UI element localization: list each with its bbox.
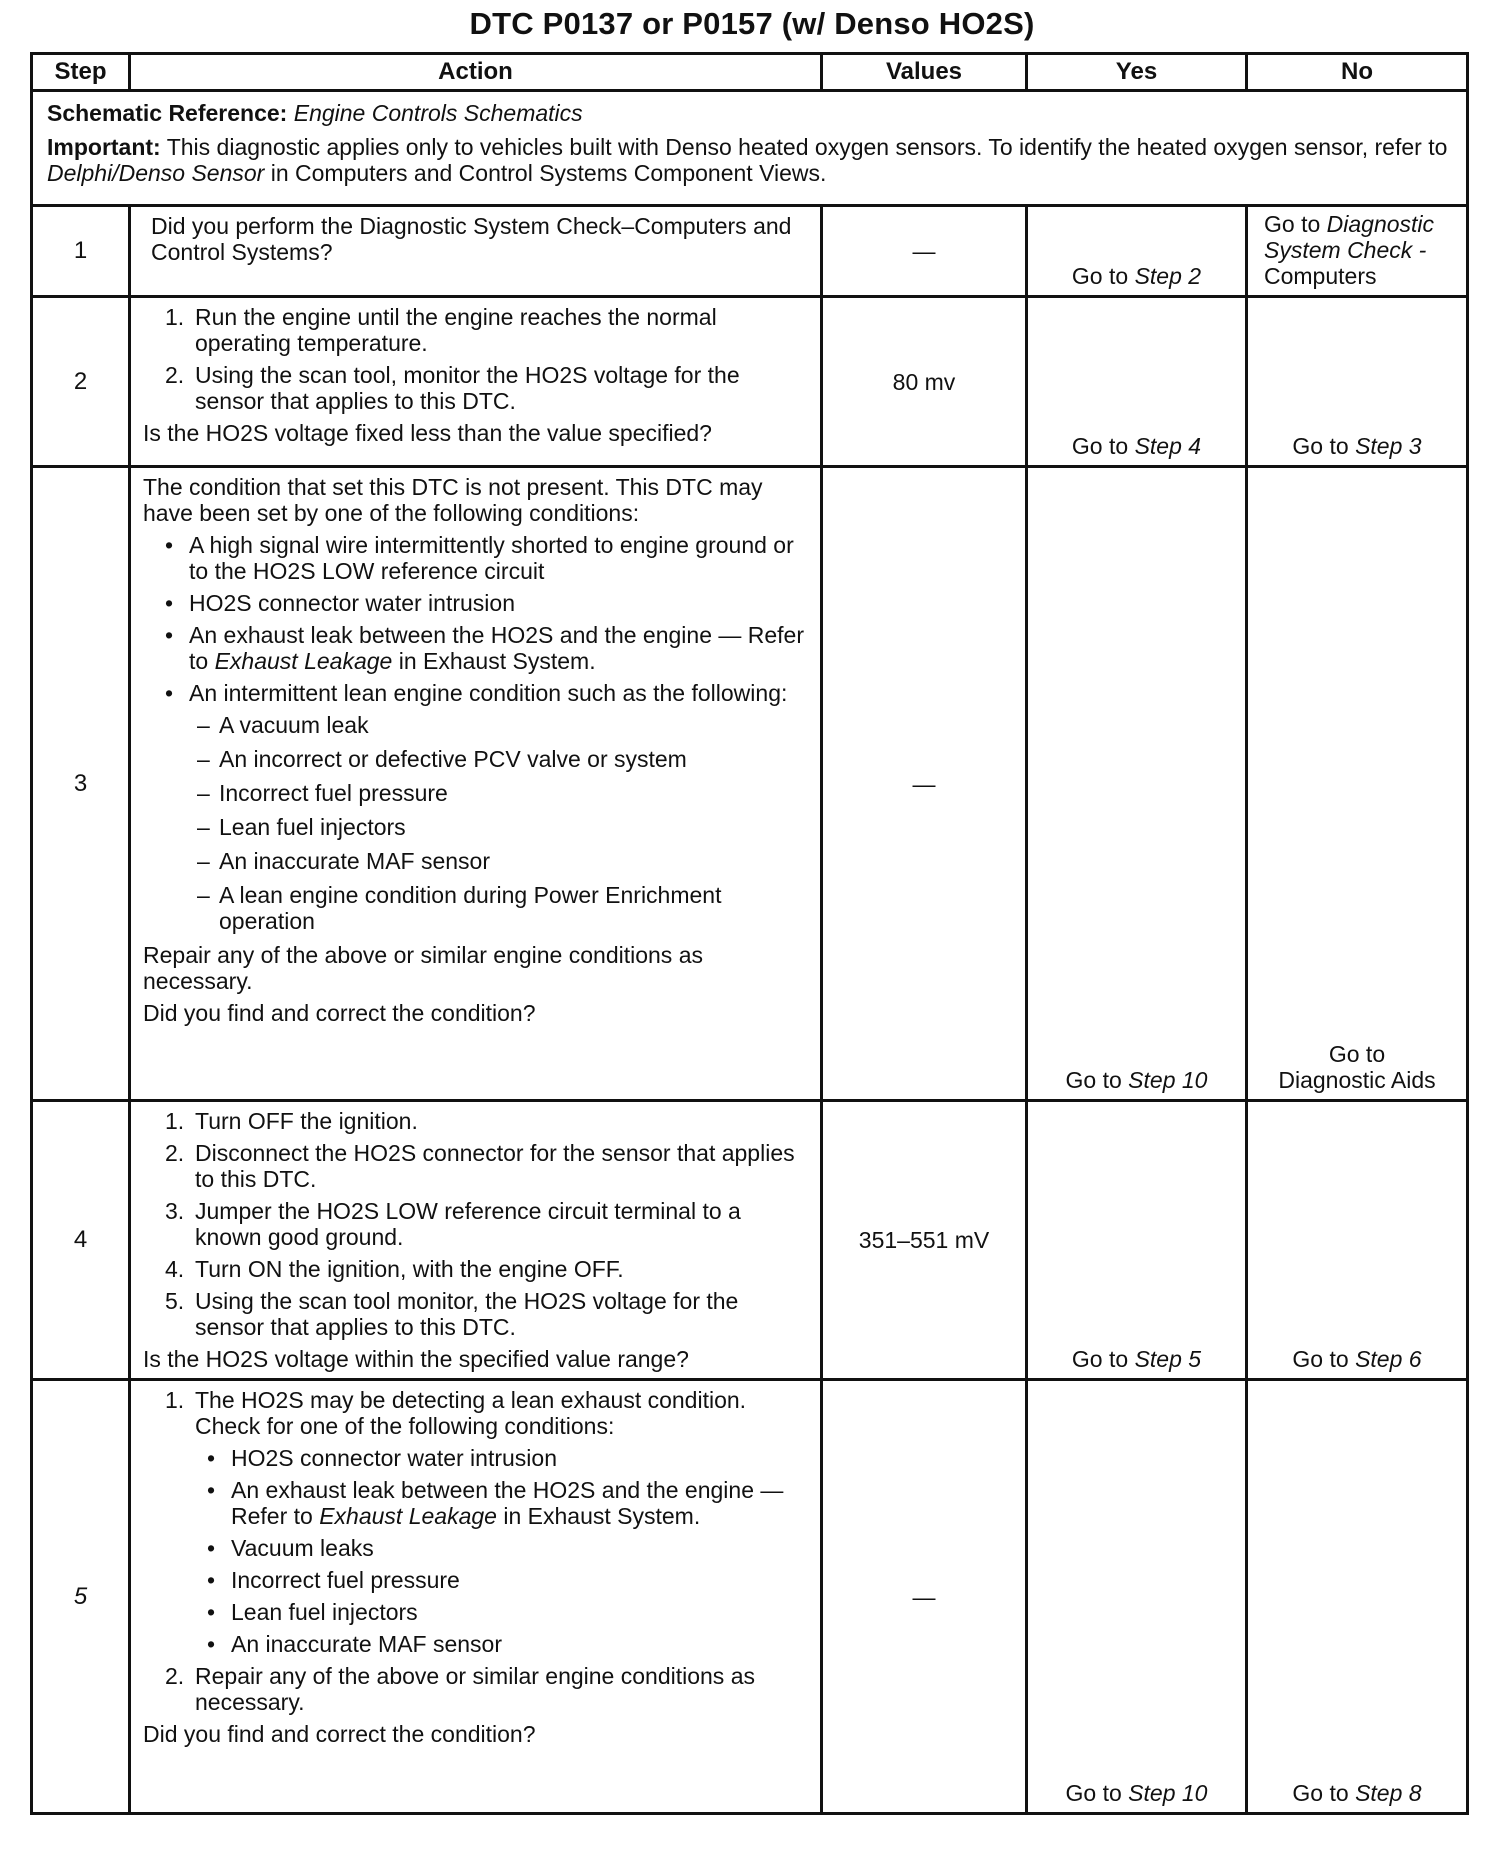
dash-item: [197, 712, 808, 738]
yes-prefix: Go to: [1071, 433, 1129, 459]
numbered-item: [165, 1108, 808, 1134]
step-yes[interactable]: [1027, 467, 1247, 1101]
step-value: —: [822, 1380, 1027, 1814]
no-text: Go to Diagnostic Aids: [1278, 1041, 1436, 1093]
no-ref-link[interactable]: Step 6: [1355, 1346, 1422, 1372]
yes-ref-link[interactable]: Step 4: [1134, 433, 1202, 459]
bullet-text: An inaccurate MAF sensor: [231, 1631, 503, 1657]
bullet-text-suffix: in Exhaust System.: [398, 648, 596, 674]
item-number: 3.: [165, 1198, 185, 1224]
bullet-icon: •: [207, 1631, 216, 1657]
bullet-icon: •: [207, 1567, 216, 1593]
dash-text: An incorrect or defective PCV valve or system: [219, 746, 687, 772]
item-text: Disconnect the HO2S connector for the sensor that applies to this DTC.: [195, 1140, 795, 1192]
yes-ref-link[interactable]: Step 2: [1134, 263, 1202, 289]
bullet-text: A high signal wire intermittently shorted to engine ground or to the HO2S LOW reference circuit: [189, 532, 794, 584]
dash-text: An inaccurate MAF sensor: [219, 848, 491, 874]
numbered-item: [165, 1256, 808, 1282]
bullet-text: [189, 622, 808, 674]
table-row-step-3: [32, 467, 1468, 1101]
important-ref-link[interactable]: Delphi/Denso Sensor: [47, 160, 265, 186]
step-number-text: 5: [73, 1582, 88, 1610]
bullet-item: [165, 590, 808, 616]
bullet-item: [165, 680, 808, 706]
no-prefix: Go to: [1292, 1780, 1349, 1806]
item-number: 1.: [165, 304, 185, 330]
exhaust-leakage-link[interactable]: Exhaust Leakage: [319, 1503, 497, 1529]
header-values: Values: [822, 54, 1027, 91]
header-yes: Yes: [1027, 54, 1247, 91]
page-title: DTC P0137 or P0157 (w/ Denso HO2S): [469, 6, 1035, 41]
step-no[interactable]: [1247, 206, 1468, 297]
no-ref-link[interactable]: Step 8: [1355, 1780, 1422, 1806]
numbered-item: [165, 1288, 808, 1340]
item-text: Jumper the HO2S LOW reference circuit terminal to a known good ground.: [195, 1198, 741, 1250]
dash-text: A vacuum leak: [219, 712, 369, 738]
no-suffix: Computers: [1264, 263, 1377, 289]
step-intro: The condition that set this DTC is not present. This DTC may have been set by one of the following conditions:: [143, 474, 763, 526]
step-question: Did you find and correct the condition?: [143, 1000, 536, 1026]
bullet-icon: •: [165, 590, 174, 616]
bullet-item: [207, 1599, 808, 1625]
exhaust-leakage-link[interactable]: Exhaust Leakage: [214, 648, 393, 674]
step-number: 3: [32, 467, 130, 1101]
schematic-link[interactable]: Engine Controls Schematics: [293, 100, 583, 126]
bullet-icon: •: [207, 1535, 216, 1561]
dash-icon: –: [197, 780, 210, 806]
numbered-item: [165, 362, 808, 414]
dash-item: [197, 746, 808, 772]
dash-icon: –: [197, 814, 210, 840]
yes-ref-link[interactable]: Step 10: [1128, 1780, 1208, 1806]
dash-icon: –: [197, 882, 210, 908]
dash-icon: –: [197, 746, 210, 772]
bullet-item: [207, 1535, 808, 1561]
item-number: 5.: [165, 1288, 185, 1314]
item-number: 1.: [165, 1108, 185, 1134]
yes-ref-link[interactable]: Step 5: [1134, 1346, 1202, 1372]
info-cell: [32, 91, 1468, 206]
step-yes[interactable]: [1027, 206, 1247, 297]
dash-text: Incorrect fuel pressure: [219, 780, 448, 806]
yes-prefix: Go to: [1071, 1346, 1129, 1372]
no-prefix: Go to: [1292, 1346, 1349, 1372]
item-text: The HO2S may be detecting a lean exhaust condition. Check for one of the following conditions:: [195, 1387, 747, 1439]
step-question: Is the HO2S voltage within the specified value range?: [143, 1346, 689, 1372]
step-no[interactable]: [1247, 1380, 1468, 1814]
item-text: Run the engine until the engine reaches the normal operating temperature.: [195, 304, 717, 356]
bullet-text: HO2S connector water intrusion: [231, 1445, 557, 1471]
bullet-item: [165, 532, 808, 584]
step-value: 351–551 mV: [822, 1101, 1027, 1380]
step-action: [130, 206, 822, 297]
table-row-step-2: [32, 297, 1468, 467]
table-row-step-5: [32, 1380, 1468, 1814]
header-step: Step: [32, 54, 130, 91]
important-label: Important:: [47, 134, 161, 160]
bullet-text: An intermittent lean engine condition such as the following:: [189, 680, 788, 706]
table-row-step-1: [32, 206, 1468, 297]
step-repair: Repair any of the above or similar engine conditions as necessary.: [143, 942, 703, 994]
bullet-text: [231, 1477, 808, 1529]
step-number: [32, 1380, 130, 1814]
important-text-end: in Computers and Control Systems Component Views.: [270, 160, 827, 186]
dash-item: [197, 780, 808, 806]
item-number: 1.: [165, 1387, 185, 1413]
header-action: Action: [130, 54, 822, 91]
step-question: Did you find and correct the condition?: [143, 1721, 536, 1747]
info-row: [32, 91, 1468, 206]
bullet-item: [207, 1567, 808, 1593]
step-number: 2: [32, 297, 130, 467]
dash-icon: –: [197, 712, 210, 738]
step-value: 80 mv: [822, 297, 1027, 467]
step-no[interactable]: [1247, 297, 1468, 467]
bullet-text: Vacuum leaks: [231, 1535, 374, 1561]
step-action: [130, 297, 822, 467]
bullet-text: HO2S connector water intrusion: [189, 590, 515, 616]
numbered-item: [165, 1663, 808, 1715]
bullet-text-part: An exhaust leak between the HO2S and the engine — Refer to: [189, 622, 805, 674]
item-text: Turn OFF the ignition.: [195, 1108, 418, 1134]
bullet-icon: •: [165, 680, 174, 706]
yes-prefix: Go to: [1071, 263, 1129, 289]
item-number: 2.: [165, 362, 185, 388]
item-text: Repair any of the above or similar engine conditions as necessary.: [195, 1663, 755, 1715]
header-no: No: [1247, 54, 1468, 91]
table-row-step-4: [32, 1101, 1468, 1380]
numbered-item: [165, 304, 808, 356]
step-yes[interactable]: [1027, 1101, 1247, 1380]
step-question: Did you perform the Diagnostic System Check–Computers and Control Systems?: [151, 213, 792, 265]
bullet-icon: •: [165, 532, 174, 558]
yes-prefix: Go to: [1065, 1780, 1122, 1806]
no-ref-link[interactable]: Diagnostic System Check -: [1264, 211, 1435, 263]
bullet-text: Lean fuel injectors: [231, 1599, 418, 1625]
dash-item: [197, 882, 808, 934]
item-number: 2.: [165, 1663, 185, 1689]
numbered-item: [165, 1387, 808, 1439]
bullet-icon: •: [207, 1477, 216, 1503]
diagnostic-table: [30, 52, 1469, 1815]
item-number: 4.: [165, 1256, 185, 1282]
bullet-item: [165, 622, 808, 674]
schematic-reference: [47, 100, 1452, 126]
bullet-item: [207, 1477, 808, 1529]
step-yes[interactable]: [1027, 297, 1247, 467]
bullet-icon: •: [207, 1445, 216, 1471]
step-yes[interactable]: [1027, 1380, 1247, 1814]
step-no[interactable]: [1247, 1101, 1468, 1380]
step-number: 4: [32, 1101, 130, 1380]
step-action: [130, 467, 822, 1101]
item-text: Using the scan tool, monitor the HO2S voltage for the sensor that applies to this DTC.: [195, 362, 740, 414]
dash-icon: –: [197, 848, 210, 874]
item-number: 2.: [165, 1140, 185, 1166]
bullet-text-suffix: in Exhaust System.: [503, 1503, 701, 1529]
yes-ref-link[interactable]: Step 10: [1128, 1067, 1208, 1093]
important-text: This diagnostic applies only to vehicles built with Denso heated oxygen sensors. To identify the heated oxygen sensor, refer to: [166, 134, 1448, 160]
important-note: [47, 134, 1452, 186]
bullet-item: [207, 1631, 808, 1657]
step-no[interactable]: [1247, 467, 1468, 1101]
yes-prefix: Go to: [1065, 1067, 1122, 1093]
bullet-icon: •: [165, 622, 174, 648]
bullet-icon: •: [207, 1599, 216, 1625]
bullet-text: Incorrect fuel pressure: [231, 1567, 460, 1593]
bullet-item: [207, 1445, 808, 1471]
dash-item: [197, 814, 808, 840]
dash-text: Lean fuel injectors: [219, 814, 406, 840]
no-prefix: Go to: [1292, 433, 1349, 459]
step-action: [130, 1380, 822, 1814]
header-row: [32, 54, 1468, 91]
numbered-item: [165, 1198, 808, 1250]
no-prefix: Go to: [1264, 211, 1321, 237]
item-text: Turn ON the ignition, with the engine OFF.: [195, 1256, 624, 1282]
dash-item: [197, 848, 808, 874]
step-action: [130, 1101, 822, 1380]
numbered-item: [165, 1140, 808, 1192]
item-text: Using the scan tool monitor, the HO2S voltage for the sensor that applies to this DTC.: [195, 1288, 739, 1340]
step-value: —: [822, 206, 1027, 297]
no-ref-link[interactable]: Step 3: [1355, 433, 1422, 459]
step-number: 1: [32, 206, 130, 297]
bullet-text-part: An exhaust leak between the HO2S and the engine — Refer to: [231, 1477, 784, 1529]
schematic-label: Schematic Reference:: [47, 100, 288, 126]
step-value: —: [822, 467, 1027, 1101]
dash-text: A lean engine condition during Power Enrichment operation: [219, 882, 722, 934]
step-question: Is the HO2S voltage fixed less than the value specified?: [143, 420, 712, 446]
